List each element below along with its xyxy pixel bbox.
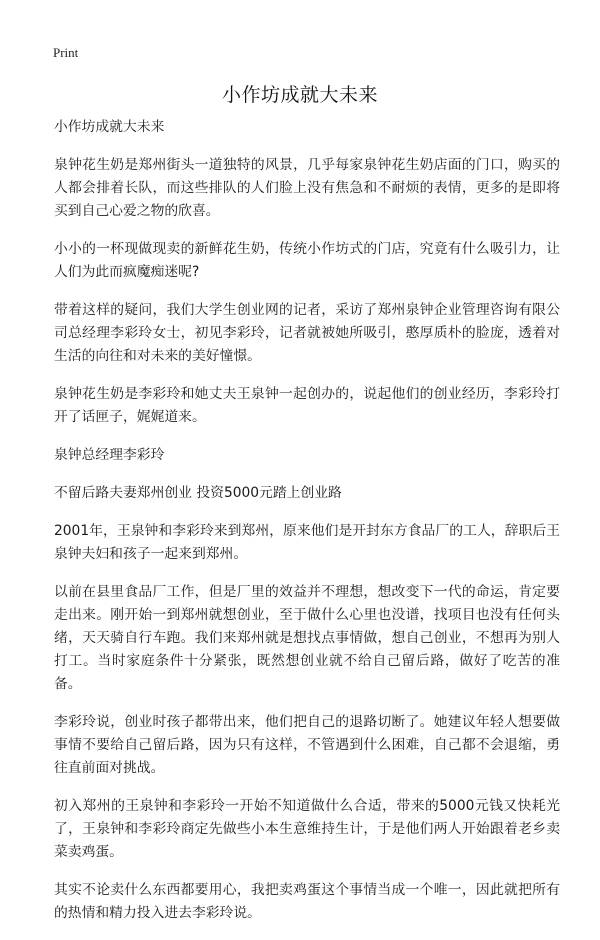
article-paragraph: 带着这样的疑问，我们大学生创业网的记者，采访了郑州泉钟企业管理咨询有限公司总经理李彩玲女士，初见李彩玲，记者就被她所吸引，憨厚质朴的脸庞，透着对生活的向往和对未来的美好憧憬。 [54,302,560,364]
article-paragraph: 以前在县里食品厂工作，但是厂里的效益并不理想，想改变下一代的命运，肯定要走出来。刚开始一到郑州就想创业，至于做什么心里也没谱，找项目也没有任何头绪，天天骑自行车跑。我们来郑州就是想找点事情做，想自己创业，不想再为别人打工。当时家庭条件十分紧张，既然想创业就不给自己留后路，做好了吃苦的准备。 [54,584,560,692]
article-paragraph: 泉钟总经理李彩玲 [54,447,165,463]
article-paragraph: 不留后路夫妻郑州创业 投资5000元踏上创业路 [54,485,342,501]
print-link[interactable]: Print [53,45,79,60]
article-body [54,116,560,940]
article-title: 小作坊成就大未来 [221,84,378,106]
article-paragraph: 初入郑州的王泉钟和李彩玲一开始不知道做什么合适，带来的5000元钱又快耗光了，王泉钟和李彩玲商定先做些小本生意维持生计，于是他们两人开始跟着老乡卖菜卖鸡蛋。 [54,798,560,860]
article-paragraph: 小作坊成就大未来 [54,119,165,135]
article-paragraph: 泉钟花生奶是李彩玲和她丈夫王泉钟一起创办的，说起他们的创业经历，李彩玲打开了话匣子，娓娓道来。 [54,386,560,425]
article-paragraph: 2001年，王泉钟和李彩玲来到郑州，原来他们是开封东方食品厂的工人，辞职后王泉钟夫妇和孩子一起来到郑州。 [54,523,560,562]
article-paragraph: 其实不论卖什么东西都要用心，我把卖鸡蛋这个事情当成一个唯一，因此就把所有的热情和精力投入进去李彩玲说。 [54,882,560,921]
article-paragraph: 李彩玲说，创业时孩子都带出来，他们把自己的退路切断了。她建议年轻人想要做事情不要给自己留后路，因为只有这样，不管遇到什么困难，自己都不会退缩，勇往直前面对挑战。 [54,714,560,776]
article-paragraph: 小小的一杯现做现卖的新鲜花生奶，传统小作坊式的门店，究竟有什么吸引力，让人们为此而疯魔痴迷呢? [54,241,560,280]
article-paragraph: 泉钟花生奶是郑州街头一道独特的风景，几乎每家泉钟花生奶店面的门口，购买的人都会排着长队，而这些排队的人们脸上没有焦急和不耐烦的表情，更多的是即将买到自己心爱之物的欣喜。 [54,157,560,219]
